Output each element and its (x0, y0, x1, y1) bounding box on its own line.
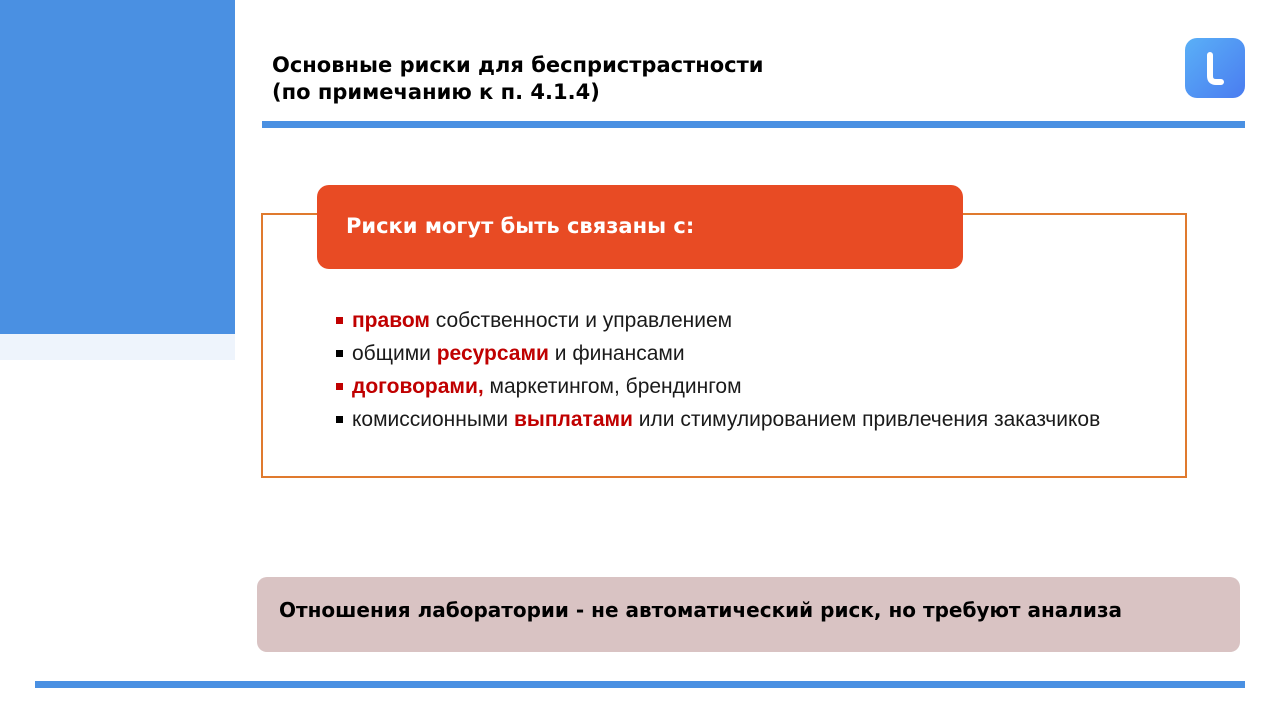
list-item (336, 372, 1136, 401)
item-highlight: ресурсами (436, 342, 549, 365)
square-bullet-icon (336, 350, 343, 357)
app-logo-icon (1185, 38, 1245, 98)
item-highlight: договорами, (352, 375, 484, 398)
list-item (336, 306, 1136, 335)
item-text: или стимулированием привлечения заказчиков (632, 408, 1101, 431)
left-accent-fade (0, 334, 235, 360)
note-text: Отношения лаборатории - не автоматический риск, но требуют анализа (279, 598, 1123, 622)
note-box (257, 577, 1240, 652)
list-item (336, 405, 1136, 434)
item-text: и финансами (548, 342, 685, 365)
left-accent-block (0, 0, 235, 334)
item-text: собственности и управлением (429, 309, 733, 332)
item-text: комиссионными (352, 408, 514, 431)
square-bullet-icon (336, 317, 343, 324)
list-item (336, 339, 1136, 368)
page-title (272, 52, 1152, 106)
item-text: маркетингом, брендингом (483, 375, 742, 398)
risks-list (336, 306, 1136, 438)
footer-divider (35, 681, 1245, 688)
risks-header (317, 185, 963, 269)
item-highlight: выплатами (513, 408, 633, 431)
risks-header-label: Риски могут быть связаны с: (346, 214, 695, 238)
title-divider (262, 121, 1245, 128)
item-text: общими (352, 342, 437, 365)
square-bullet-icon (336, 416, 343, 423)
item-highlight: правом (352, 309, 430, 332)
title-line-1: Основные риски для беспристрастности (272, 53, 764, 77)
title-line-2: (по примечанию к п. 4.1.4) (272, 80, 600, 104)
square-bullet-icon (336, 383, 343, 390)
